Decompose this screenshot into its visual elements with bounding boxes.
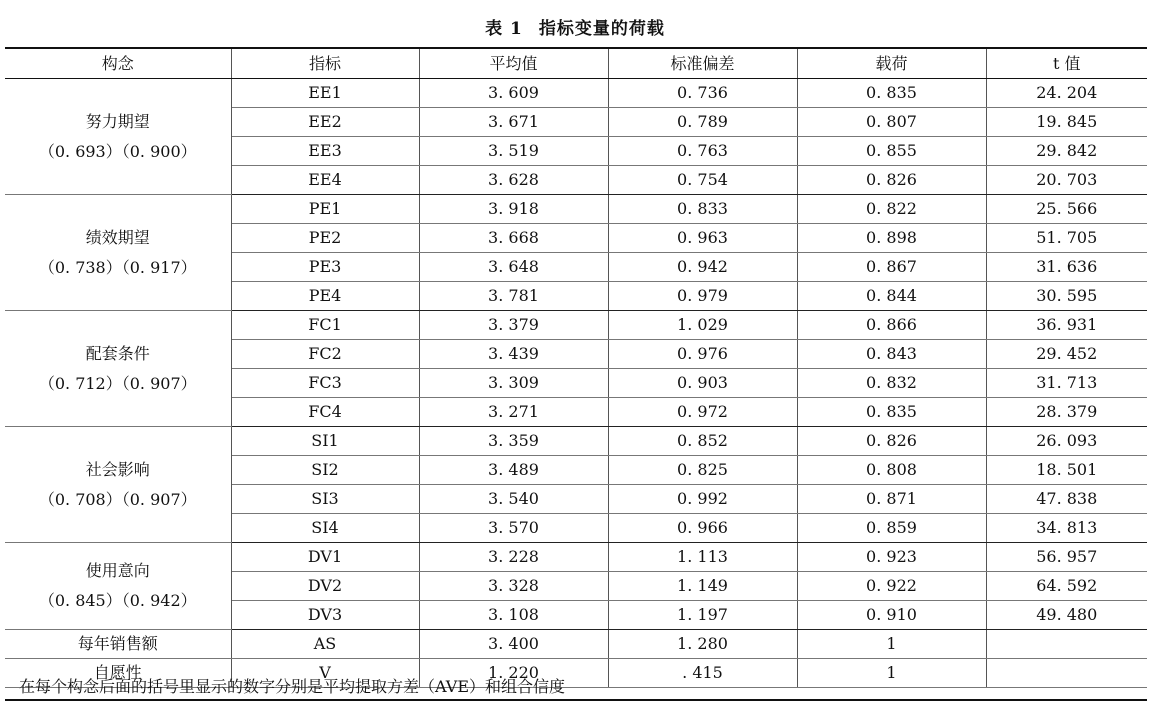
construct-cell [5, 427, 231, 543]
indicator-cell: PE4 [231, 282, 419, 311]
table-footnote: 在每个构念后面的括号里显示的数字分别是平均提取方差（AVE）和组合信度 [5, 673, 1147, 701]
std-dev-cell: 0. 736 [608, 79, 797, 108]
column-header-construct: 构念 [5, 48, 231, 79]
std-dev-cell: 0. 903 [608, 369, 797, 398]
indicator-cell: FC1 [231, 311, 419, 340]
loading-cell: 0. 835 [797, 79, 986, 108]
construct-name: 绩效期望 [85, 227, 150, 247]
table-row [5, 543, 1147, 572]
loading-cell: 0. 923 [797, 543, 986, 572]
std-dev-cell: 1. 280 [608, 630, 797, 659]
loading-cell: 1 [797, 659, 986, 688]
t-value-cell: 26. 093 [986, 427, 1147, 456]
table-body [5, 79, 1147, 688]
indicator-cell: FC2 [231, 340, 419, 369]
mean-cell: 3. 489 [419, 456, 608, 485]
t-value-cell: 29. 842 [986, 137, 1147, 166]
loading-cell: 0. 910 [797, 601, 986, 630]
indicator-cell: PE2 [231, 224, 419, 253]
loading-cell: 0. 922 [797, 572, 986, 601]
mean-cell: 3. 540 [419, 485, 608, 514]
table-row [5, 630, 1147, 659]
column-header-mean: 平均值 [419, 48, 608, 79]
mean-cell: 1. 220 [419, 659, 608, 688]
t-value-cell: 49. 480 [986, 601, 1147, 630]
std-dev-cell: 0. 966 [608, 514, 797, 543]
loading-cell: 1 [797, 630, 986, 659]
std-dev-cell: 0. 979 [608, 282, 797, 311]
std-dev-cell: 0. 833 [608, 195, 797, 224]
std-dev-cell: 1. 149 [608, 572, 797, 601]
loading-cell: 0. 844 [797, 282, 986, 311]
loading-cell: 0. 871 [797, 485, 986, 514]
construct-cell: 自愿性 [5, 659, 231, 688]
table-title: 指标变量的荷载 [538, 19, 665, 39]
mean-cell: 3. 519 [419, 137, 608, 166]
loading-cell: 0. 835 [797, 398, 986, 427]
indicator-cell: EE1 [231, 79, 419, 108]
std-dev-cell: 0. 789 [608, 108, 797, 137]
t-value-cell: 31. 636 [986, 253, 1147, 282]
mean-cell: 3. 400 [419, 630, 608, 659]
std-dev-cell: 0. 972 [608, 398, 797, 427]
construct-ave-cr: （0. 693）（0. 900） [38, 141, 197, 161]
loading-cell: 0. 843 [797, 340, 986, 369]
t-value-cell: 47. 838 [986, 485, 1147, 514]
indicator-cell: V [231, 659, 419, 688]
mean-cell: 3. 309 [419, 369, 608, 398]
header-row [5, 48, 1147, 79]
mean-cell: 3. 328 [419, 572, 608, 601]
loading-cell: 0. 866 [797, 311, 986, 340]
loading-cell: 0. 826 [797, 427, 986, 456]
loading-cell: 0. 832 [797, 369, 986, 398]
construct-ave-cr: （0. 738）（0. 917） [38, 257, 197, 277]
construct-ave-cr: （0. 712）（0. 907） [38, 373, 197, 393]
mean-cell: 3. 439 [419, 340, 608, 369]
table-caption [0, 14, 1150, 39]
construct-cell [5, 543, 231, 630]
std-dev-cell: 0. 852 [608, 427, 797, 456]
std-dev-cell: . 415 [608, 659, 797, 688]
column-header-loading: 载荷 [797, 48, 986, 79]
table-row [5, 195, 1147, 224]
std-dev-cell: 0. 963 [608, 224, 797, 253]
construct-name: 努力期望 [85, 111, 150, 131]
construct-ave-cr: （0. 845）（0. 942） [38, 591, 197, 610]
mean-cell: 3. 648 [419, 253, 608, 282]
mean-cell: 3. 628 [419, 166, 608, 195]
loading-cell: 0. 822 [797, 195, 986, 224]
mean-cell: 3. 271 [419, 398, 608, 427]
t-value-cell: 31. 713 [986, 369, 1147, 398]
indicator-cell: SI2 [231, 456, 419, 485]
std-dev-cell: 0. 825 [608, 456, 797, 485]
t-value-cell: 18. 501 [986, 456, 1147, 485]
construct-cell [5, 195, 231, 311]
indicator-cell: FC4 [231, 398, 419, 427]
table-row [5, 79, 1147, 108]
indicator-cell: DV3 [231, 601, 419, 630]
table-row [5, 311, 1147, 340]
construct-cell [5, 79, 231, 195]
indicator-cell: DV1 [231, 543, 419, 572]
loading-cell: 0. 855 [797, 137, 986, 166]
indicator-cell: FC3 [231, 369, 419, 398]
construct-cell [5, 311, 231, 427]
std-dev-cell: 0. 763 [608, 137, 797, 166]
indicator-cell: SI4 [231, 514, 419, 543]
mean-cell: 3. 108 [419, 601, 608, 630]
loading-cell: 0. 867 [797, 253, 986, 282]
std-dev-cell: 0. 942 [608, 253, 797, 282]
indicator-cell: EE2 [231, 108, 419, 137]
construct-name: 配套条件 [85, 343, 150, 363]
loading-cell: 0. 808 [797, 456, 986, 485]
mean-cell: 3. 379 [419, 311, 608, 340]
mean-cell: 3. 609 [419, 79, 608, 108]
t-value-cell: 64. 592 [986, 572, 1147, 601]
t-value-cell: 36. 931 [986, 311, 1147, 340]
column-header-std-dev: 标准偏差 [608, 48, 797, 79]
mean-cell: 3. 668 [419, 224, 608, 253]
loading-cell: 0. 859 [797, 514, 986, 543]
t-value-cell: 56. 957 [986, 543, 1147, 572]
indicator-cell: AS [231, 630, 419, 659]
indicator-cell: PE1 [231, 195, 419, 224]
std-dev-cell: 0. 992 [608, 485, 797, 514]
indicator-cell: EE3 [231, 137, 419, 166]
t-value-cell: 51. 705 [986, 224, 1147, 253]
loadings-table [5, 47, 1147, 688]
std-dev-cell: 0. 754 [608, 166, 797, 195]
table-number: 表 1 [485, 19, 523, 39]
std-dev-cell: 1. 113 [608, 543, 797, 572]
t-value-cell: 28. 379 [986, 398, 1147, 427]
t-value-cell: 20. 703 [986, 166, 1147, 195]
construct-name: 使用意向 [85, 561, 150, 580]
t-value-cell [986, 630, 1147, 659]
loading-cell: 0. 807 [797, 108, 986, 137]
construct-name: 社会影响 [85, 459, 150, 479]
std-dev-cell: 0. 976 [608, 340, 797, 369]
indicator-cell: EE4 [231, 166, 419, 195]
indicator-cell: PE3 [231, 253, 419, 282]
mean-cell: 3. 359 [419, 427, 608, 456]
column-header-t-value: t 值 [986, 48, 1147, 79]
indicator-cell: SI3 [231, 485, 419, 514]
std-dev-cell: 1. 029 [608, 311, 797, 340]
t-value-cell: 19. 845 [986, 108, 1147, 137]
indicator-cell: SI1 [231, 427, 419, 456]
construct-cell: 每年销售额 [5, 630, 231, 659]
loading-cell: 0. 826 [797, 166, 986, 195]
t-value-cell: 25. 566 [986, 195, 1147, 224]
loading-cell: 0. 898 [797, 224, 986, 253]
std-dev-cell: 1. 197 [608, 601, 797, 630]
column-header-indicator: 指标 [231, 48, 419, 79]
table-row [5, 427, 1147, 456]
t-value-cell: 30. 595 [986, 282, 1147, 311]
mean-cell: 3. 671 [419, 108, 608, 137]
t-value-cell: 24. 204 [986, 79, 1147, 108]
t-value-cell: 29. 452 [986, 340, 1147, 369]
mean-cell: 3. 918 [419, 195, 608, 224]
construct-ave-cr: （0. 708）（0. 907） [38, 489, 197, 509]
mean-cell: 3. 781 [419, 282, 608, 311]
t-value-cell: 34. 813 [986, 514, 1147, 543]
indicator-cell: DV2 [231, 572, 419, 601]
mean-cell: 3. 570 [419, 514, 608, 543]
mean-cell: 3. 228 [419, 543, 608, 572]
